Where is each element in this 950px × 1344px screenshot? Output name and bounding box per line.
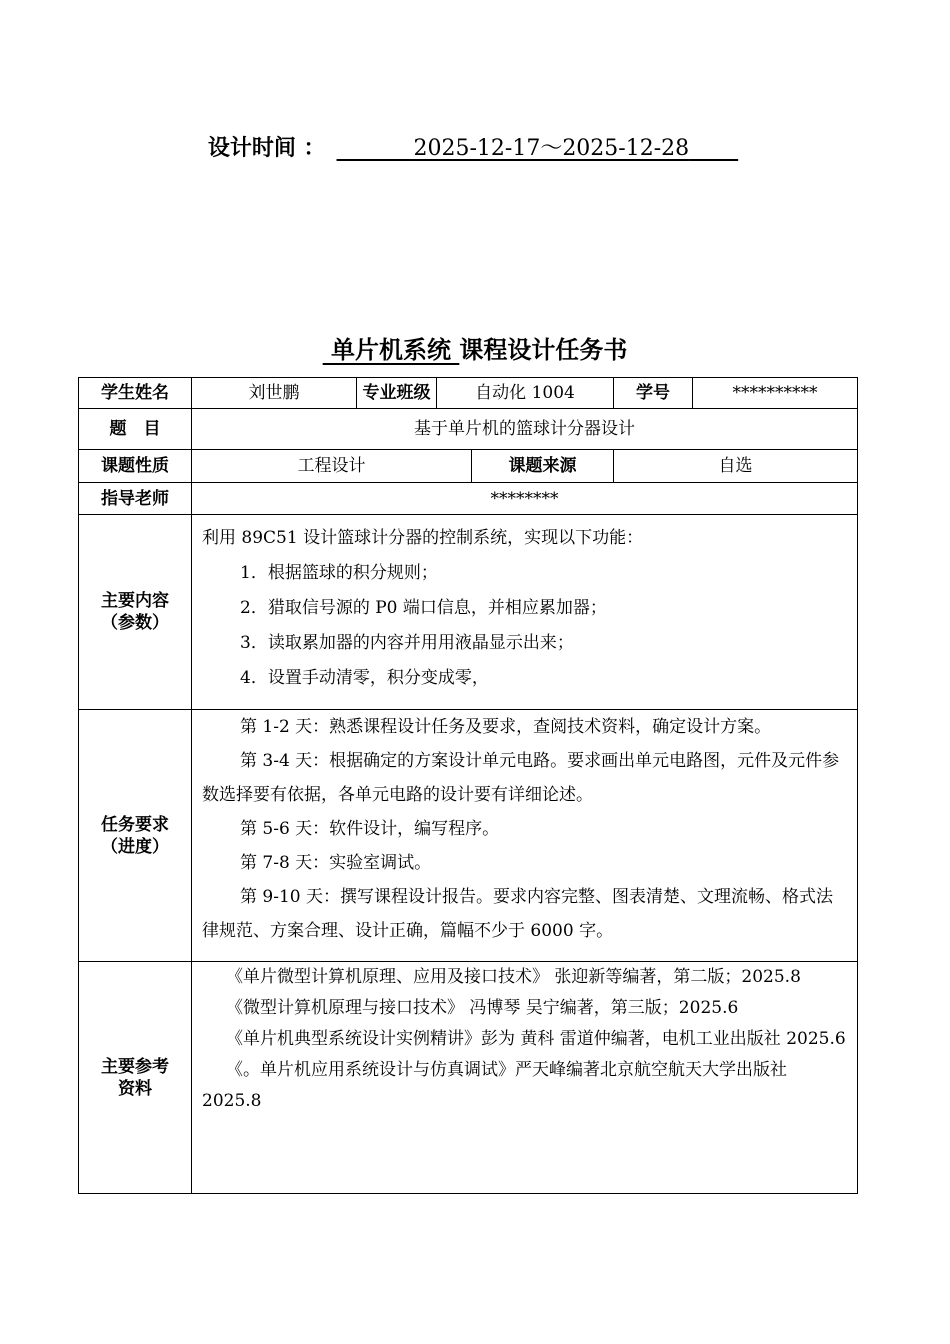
main-content-label (79, 515, 192, 710)
reference-entry: 《。单片机应用系统设计与仿真调试》严天峰编著北京航空航天大学出版社 2025.8 (202, 1060, 787, 1111)
main-content-body (192, 515, 858, 710)
major-class-label: 专业班级 (357, 378, 437, 409)
main-content-intro: 利用 89C51 设计篮球计分器的控制系统，实现以下功能： (202, 528, 644, 548)
document-title-subject-text: 单片机系统 (331, 336, 451, 364)
reference-entry: 《微型计算机原理与接口技术》 冯博琴 吴宁编著，第三版；2025.6 (226, 998, 739, 1018)
reference-entry: 《单片机典型系统设计实例精讲》彭为 黄科 雷道仲编著，电机工业出版社 2025.6 (226, 1029, 846, 1049)
student-name-value: 刘世鹏 (192, 378, 357, 409)
main-content-label-line2: （参数） (101, 613, 169, 633)
student-id-label: 学号 (614, 378, 693, 409)
references-label (79, 962, 192, 1194)
main-content-item: 3．读取累加器的内容并用用液晶显示出来； (240, 633, 574, 653)
row-topic (79, 409, 858, 450)
task-line: 第 1-2 天：熟悉课程设计任务及要求，查阅技术资料，确定设计方案。 (240, 717, 772, 737)
main-content-label-line1: 主要内容 (101, 591, 169, 611)
advisor-label: 指导老师 (79, 483, 192, 515)
design-time-value-text: 2025-12-17～2025-12-28 (413, 136, 690, 161)
reference-entry: 《单片微型计算机原理、应用及接口技术》 张迎新等编著，第二版；2025.8 (226, 967, 801, 987)
main-content-item: 2．猎取信号源的 P0 端口信息，并相应累加器； (240, 598, 607, 618)
row-nature (79, 450, 858, 483)
task-table (78, 377, 858, 1194)
task-line: 第 5-6 天：软件设计，编写程序。 (240, 819, 500, 839)
row-student-info (79, 378, 858, 409)
design-time-label: 设计时间 ： (207, 136, 326, 161)
source-value: 自选 (614, 450, 858, 483)
task-requirements-body (192, 710, 858, 962)
document-title-subject (323, 336, 460, 364)
student-id-value: ********** (693, 378, 858, 409)
task-line: 第 7-8 天：实验室调试。 (240, 853, 432, 873)
design-time-value (333, 134, 743, 164)
document-title-rest: 课程设计任务书 (459, 336, 628, 364)
topic-value: 基于单片机的篮球计分器设计 (192, 409, 858, 450)
main-content-item: 4．设置手动清零，积分变成零， (240, 668, 489, 688)
student-name-label: 学生姓名 (79, 378, 192, 409)
design-time-line (0, 134, 950, 164)
task-requirements-label (79, 710, 192, 962)
major-class-value: 自动化 1004 (437, 378, 614, 409)
main-content-item: 1．根据篮球的积分规则； (240, 563, 438, 583)
advisor-value: ******** (192, 483, 858, 515)
task-line: 第 3-4 天：根据确定的方案设计单元电路。要求画出单元电路图，元件及元件参数选择要有依据，各单元电路的设计要有详细论述。 (202, 751, 840, 805)
task-requirements-label-line1: 任务要求 (101, 814, 169, 835)
document-title (0, 334, 950, 366)
topic-label: 题 目 (79, 409, 192, 450)
nature-label: 课题性质 (79, 450, 192, 483)
references-body (192, 962, 858, 1194)
task-line: 第 9-10 天：撰写课程设计报告。要求内容完整、图表清楚、文理流畅、格式法律规范、方案合理、设计正确，篇幅不少于 6000 字。 (202, 887, 833, 941)
row-references (79, 962, 858, 1194)
source-label: 课题来源 (472, 450, 614, 483)
task-requirements-label-line2: （进度） (101, 836, 169, 857)
row-main-content (79, 515, 858, 710)
references-label-line1: 主要参考 (101, 1056, 169, 1077)
references-label-line2: 资料 (118, 1078, 152, 1099)
row-advisor (79, 483, 858, 515)
row-task-requirements (79, 710, 858, 962)
nature-value: 工程设计 (192, 450, 472, 483)
